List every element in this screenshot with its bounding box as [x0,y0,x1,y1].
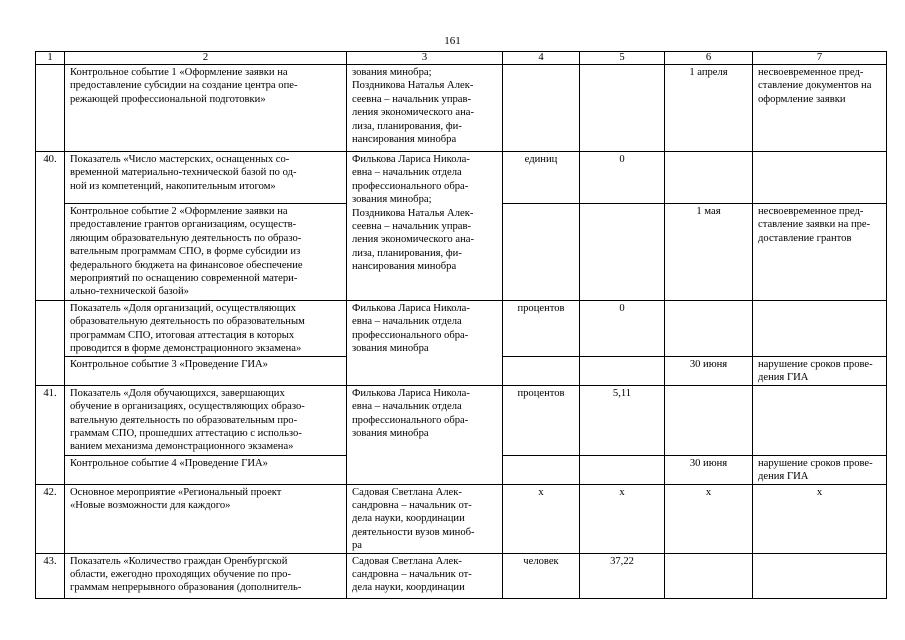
responsible-person: зования минобра; Поздникова Наталья Алек- сеевна – начальник управ- ления экономического ана- лиза, планирования, фи- нансирования минобра [347,65,503,152]
risk-cell [753,553,887,598]
unit-cell: процентов [503,301,580,357]
risk-cell: х [753,484,887,553]
deadline-cell: х [665,484,753,553]
value-cell [580,65,665,152]
col-header-7: 7 [753,52,887,65]
header-row [36,52,887,65]
deadline-cell: 1 мая [665,204,753,301]
deadline-cell: 1 апреля [665,65,753,152]
unit-cell [503,204,580,301]
unit-cell [503,65,580,152]
responsible-person: Садовая Светлана Алек- сандровна – начальник от- дела науки, координации деятельности вузов миноб- ра [347,484,503,553]
table-row [36,385,887,455]
table-row [36,152,887,204]
responsible-person: Садовая Светлана Алек- сандровна – начальник от- дела науки, координации [347,553,503,598]
responsible-person: Филькова Лариса Никола- евна – начальник отдела профессионального обра- зования минобра [347,301,503,386]
row-number [36,301,65,386]
event-description: Контрольное событие 3 «Проведение ГИА» [65,357,347,386]
risk-cell: несвоевременное пред- ставление заявки на пре- доставление грантов [753,204,887,301]
row-number: 40. [36,152,65,301]
event-description: Контрольное событие 4 «Проведение ГИА» [65,455,347,484]
table-row [36,301,887,357]
deadline-cell [665,152,753,204]
unit-cell: единиц [503,152,580,204]
row-number [36,65,65,152]
unit-cell: процентов [503,385,580,455]
unit-cell: х [503,484,580,553]
indicator-description: Показатель «Число мастерских, оснащенных со- временной материально-технической базой по од- ной из компетенций, накопительным итогом» [65,152,347,204]
value-cell: 0 [580,301,665,357]
page-number: 161 [444,35,461,47]
unit-cell: человек [503,553,580,598]
row-number: 41. [36,385,65,484]
event-description: Контрольное событие 2 «Оформление заявки на предоставление грантов организациям, осуществ- ляющим образовательную деятельность по образо- вательным программам СПО, в форме субсидии из федерального бюджета на финансовое обеспечение мероприятий по оснащению современной матери- ально-технической базой» [65,204,347,301]
deadline-cell: 30 июня [665,357,753,386]
value-cell: х [580,484,665,553]
risk-cell [753,385,887,455]
table-row [36,65,887,152]
col-header-1: 1 [36,52,65,65]
table-row [36,484,887,553]
unit-cell [503,455,580,484]
value-cell: 0 [580,152,665,204]
col-header-3: 3 [347,52,503,65]
event-description: Контрольное событие 1 «Оформление заявки на предоставление субсидии на создание центра опе- режающей профессиональной подготовки» [65,65,347,152]
indicator-table [35,51,887,599]
col-header-5: 5 [580,52,665,65]
indicator-description: Показатель «Доля организаций, осуществляющих образовательную деятельность по образовательным программам СПО, итоговая аттестация в которых проводится в форме демонстрационного экзамена» [65,301,347,357]
unit-cell [503,357,580,386]
row-number: 43. [36,553,65,598]
col-header-6: 6 [665,52,753,65]
risk-cell [753,152,887,204]
deadline-cell [665,385,753,455]
col-header-2: 2 [65,52,347,65]
responsible-person: Филькова Лариса Никола- евна – начальник отдела профессионального обра- зования минобра; Поздникова Наталья Алек- сеевна – начальник управ- ления экономического ана- лиза, планирования, фи- нансирования минобра [347,152,503,301]
col-header-4: 4 [503,52,580,65]
indicator-description: Показатель «Количество граждан Оренбургской области, ежегодно проходящих обучение по про- граммам непрерывного образования (дополнитель- [65,553,347,598]
row-number: 42. [36,484,65,553]
risk-cell: нарушение сроков прове- дения ГИА [753,357,887,386]
deadline-cell: 30 июня [665,455,753,484]
deadline-cell [665,553,753,598]
indicator-description: Показатель «Доля обучающихся, завершающих обучение в организациях, осуществляющих образо- вательную деятельность по образовательным про- граммам СПО, прошедших аттестацию с использо- ванием механизма демонстрационного экзамена» [65,385,347,455]
value-cell: 37,22 [580,553,665,598]
risk-cell [753,301,887,357]
value-cell [580,455,665,484]
value-cell [580,357,665,386]
responsible-person: Филькова Лариса Никола- евна – начальник отдела профессионального обра- зования минобра [347,385,503,484]
value-cell: 5,11 [580,385,665,455]
deadline-cell [665,301,753,357]
table-row [36,553,887,598]
risk-cell: несвоевременное пред- ставление документов на оформление заявки [753,65,887,152]
activity-description: Основное мероприятие «Региональный проект «Новые возможности для каждого» [65,484,347,553]
risk-cell: нарушение сроков прове- дения ГИА [753,455,887,484]
value-cell [580,204,665,301]
